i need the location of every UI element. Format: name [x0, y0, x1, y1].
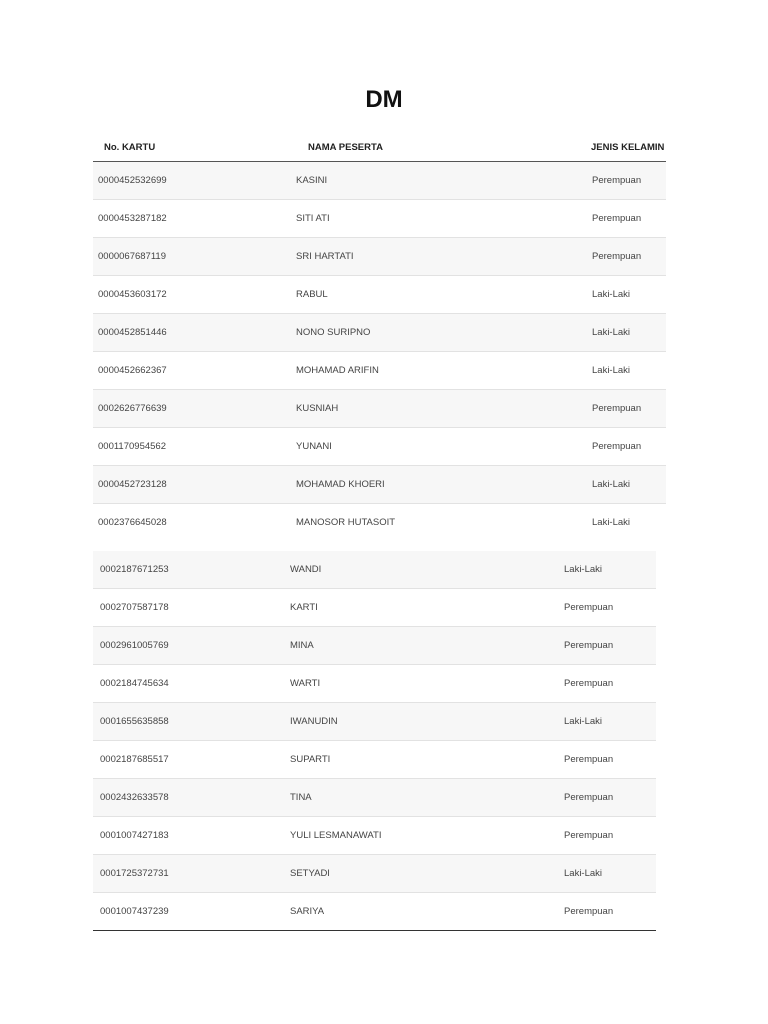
cell-no-kartu: 0002961005769 [93, 627, 290, 665]
cell-no-kartu: 0000452723128 [93, 466, 296, 504]
cell-nama-peserta: RABUL [296, 276, 586, 314]
cell-no-kartu: 0000453603172 [93, 276, 296, 314]
cell-no-kartu: 0002626776639 [93, 390, 296, 428]
cell-no-kartu: 0001655635858 [93, 703, 290, 741]
table-row [93, 390, 666, 428]
cell-nama-peserta: KASINI [296, 162, 586, 200]
cell-no-kartu: 0002376645028 [98, 517, 167, 528]
table-row [93, 741, 656, 779]
cell-no-kartu: 0002187671253 [93, 551, 290, 589]
cell-jenis-kelamin: Perempuan [586, 428, 666, 466]
cell-no-kartu: 0000452851446 [93, 314, 296, 352]
table-row [93, 314, 666, 352]
table-row [93, 627, 656, 665]
cell-jenis-kelamin: Perempuan [562, 779, 656, 817]
cell-nama-peserta: KUSNIAH [296, 390, 586, 428]
cell-nama-peserta: NONO SURIPNO [296, 314, 586, 352]
cell-jenis-kelamin: Perempuan [562, 589, 656, 627]
cell-nama-peserta: MOHAMAD KHOERI [296, 466, 586, 504]
table-row [93, 551, 656, 589]
cell-nama-peserta: SUPARTI [290, 741, 562, 779]
cell-nama-peserta: YULI LESMANAWATI [290, 817, 562, 855]
cell-jenis-kelamin: Laki-Laki [586, 314, 666, 352]
header-nama-peserta: NAMA PESERTA [296, 133, 586, 162]
page-title: DM [365, 86, 403, 113]
cell-nama-peserta: TINA [290, 779, 562, 817]
cell-jenis-kelamin: Perempuan [562, 893, 656, 931]
cell-no-kartu: 0000453287182 [93, 200, 296, 238]
table-row [93, 893, 656, 931]
table-row [93, 703, 656, 741]
table-row [93, 855, 656, 893]
cell-nama-peserta: MOHAMAD ARIFIN [296, 352, 586, 390]
header-jenis-kelamin: JENIS KELAMIN [586, 133, 666, 162]
cell-nama-peserta: KARTI [290, 589, 562, 627]
table-row [93, 504, 666, 542]
cell-no-kartu: 0000452532699 [93, 162, 296, 200]
cell-jenis-kelamin: Laki-Laki [562, 703, 656, 741]
table-row [93, 428, 666, 466]
cell-no-kartu: 0002184745634 [93, 665, 290, 703]
cell-no-kartu: 0001007437239 [93, 893, 290, 931]
cell-jenis-kelamin: Perempuan [586, 162, 666, 200]
cell-jenis-kelamin: Perempuan [562, 665, 656, 703]
cell-no-kartu: 0002432633578 [93, 779, 290, 817]
cell-jenis-kelamin: Laki-Laki [586, 466, 666, 504]
cell-no-kartu: 0001725372731 [93, 855, 290, 893]
table-row [93, 276, 666, 314]
cell-jenis-kelamin: Laki-Laki [592, 517, 631, 528]
table-row [93, 779, 656, 817]
cell-nama-peserta: IWANUDIN [290, 703, 562, 741]
cell-nama-peserta: SRI HARTATI [296, 238, 586, 276]
cell-jenis-kelamin: Perempuan [586, 390, 666, 428]
cell-nama-peserta: MANOSOR HUTASOIT [296, 517, 396, 528]
cell-jenis-kelamin: Perempuan [586, 200, 666, 238]
cell-no-kartu: 0000067687119 [93, 238, 296, 276]
table-row [93, 162, 666, 200]
table-row [93, 352, 666, 390]
cell-jenis-kelamin: Perempuan [562, 627, 656, 665]
cell-jenis-kelamin: Laki-Laki [586, 276, 666, 314]
cell-jenis-kelamin: Perempuan [586, 238, 666, 276]
participant-table-2 [93, 551, 656, 931]
table-row [93, 200, 666, 238]
cell-jenis-kelamin: Laki-Laki [562, 551, 656, 589]
cell-jenis-kelamin: Laki-Laki [586, 352, 666, 390]
cell-jenis-kelamin: Perempuan [562, 817, 656, 855]
cell-nama-peserta: MINA [290, 627, 562, 665]
cell-jenis-kelamin: Perempuan [562, 741, 656, 779]
cell-nama-peserta: WARTI [290, 665, 562, 703]
table-row [93, 589, 656, 627]
table-row [93, 466, 666, 504]
table-header-row [93, 133, 666, 162]
cell-no-kartu: 0001170954562 [93, 428, 296, 466]
cell-no-kartu: 0000452662367 [93, 352, 296, 390]
table-row [93, 238, 666, 276]
cell-nama-peserta: YUNANI [296, 428, 586, 466]
cell-nama-peserta: SETYADI [290, 855, 562, 893]
cell-no-kartu: 0001007427183 [93, 817, 290, 855]
cell-no-kartu: 0002707587178 [93, 589, 290, 627]
table-row [93, 817, 656, 855]
participant-table-1 [93, 133, 666, 541]
table-row [93, 665, 656, 703]
header-no-kartu: No. KARTU [93, 133, 296, 162]
cell-no-kartu: 0002187685517 [93, 741, 290, 779]
cell-jenis-kelamin: Laki-Laki [562, 855, 656, 893]
cell-nama-peserta: SARIYA [290, 893, 562, 931]
cell-nama-peserta: SITI ATI [296, 200, 586, 238]
cell-nama-peserta: WANDI [290, 551, 562, 589]
